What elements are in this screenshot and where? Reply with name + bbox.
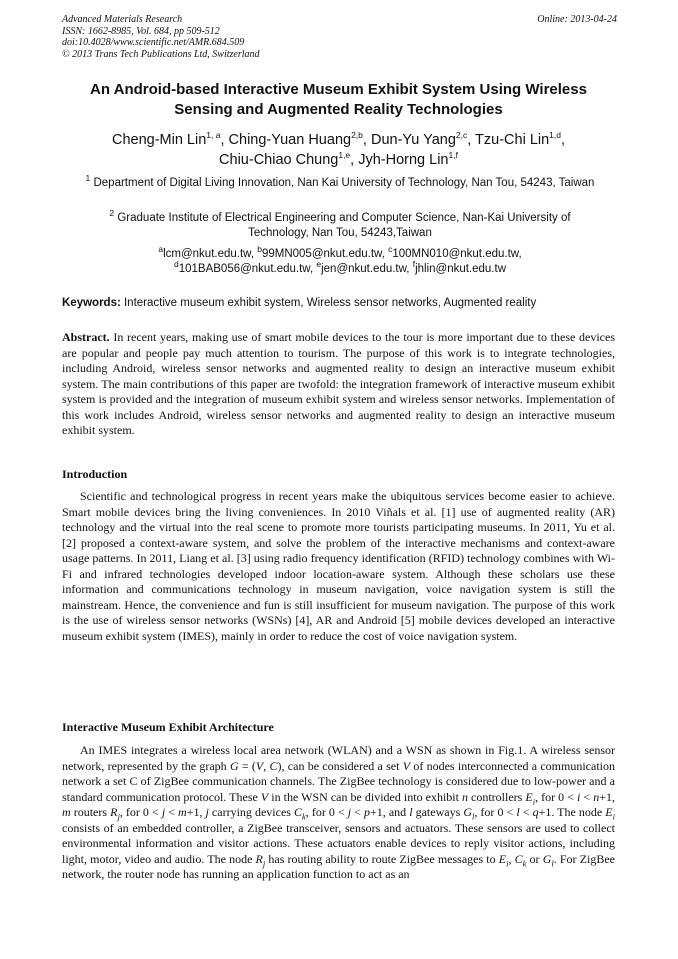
- architecture-text-segment: m: [62, 805, 71, 819]
- architecture-text-segment: C: [269, 758, 278, 773]
- journal-header: [62, 14, 617, 60]
- architecture-text-segment: i: [532, 795, 536, 806]
- architecture-text-segment: l: [471, 811, 475, 822]
- email-c: 100MN010@nkut.edu.tw,: [392, 248, 522, 260]
- author-list: [62, 130, 615, 170]
- architecture-text-segment: <: [580, 789, 594, 804]
- affiliation-1: $^1$ Department of Digital Living Innovation, Nan Kai University of Technology, Nan Tou, 54243, Taiwan: [85, 173, 595, 189]
- architecture-text-segment: , for 0 <: [119, 805, 162, 819]
- author-6: Jyh-Horng Lin$^{1,f}$: [358, 150, 458, 168]
- architecture-text-segment: routers: [70, 805, 111, 819]
- architecture-text-segment: +1,: [599, 789, 615, 804]
- issn-line: ISSN: 1662-8985, Vol. 684, pp 509-512: [62, 25, 220, 37]
- author-3: Dun-Yu Yang$^{2,c}$,: [370, 130, 476, 148]
- architecture-text-segment: V: [402, 758, 411, 773]
- abstract-label: Abstract.: [62, 330, 110, 344]
- architecture-text-segment: gateways: [412, 805, 464, 819]
- architecture-text-segment: j: [262, 857, 266, 868]
- architecture-text-segment: l: [516, 805, 520, 819]
- email-b: 99MN005@nkut.edu.tw,: [261, 248, 389, 260]
- architecture-text-segment: = (: [238, 758, 256, 773]
- online-date: Online: 2013-04-24: [537, 14, 617, 25]
- architecture-text-segment: . For ZigBee network, the router node has running an application function to act as an: [62, 851, 615, 881]
- architecture-text-segment: k: [522, 857, 527, 868]
- architecture-text-segment: +1, and: [370, 805, 410, 819]
- journal-name: Advanced Materials Research: [62, 14, 183, 25]
- architecture-text-segment: l: [551, 857, 554, 868]
- architecture-text-segment: E: [525, 789, 533, 804]
- architecture-text-segment: E: [605, 805, 613, 819]
- architecture-text-segment: n: [593, 789, 600, 804]
- author-1: Cheng-Min Lin$^{1, a}$,: [111, 130, 229, 148]
- author-5: Chiu-Chiao Chung$^{1,e}$,: [219, 150, 359, 168]
- architecture-text-segment: i: [612, 811, 615, 822]
- copyright-line: © 2013 Trans Tech Publications Ltd, Switzerland: [62, 48, 260, 60]
- architecture-text-segment: q: [532, 805, 539, 819]
- author-emails: $^a$lcm@nkut.edu.tw, $^b$99MN005@nkut.edu.tw, $^c$100MN010@nkut.edu.tw, $^d$101BAB056@nkut.edu.tw, $^e$jen@nkut.edu.tw, $^f$jhlin@nkut.edu.tw: [158, 244, 522, 275]
- architecture-text-segment: R: [110, 805, 118, 819]
- architecture-text-segment: , for 0 <: [474, 805, 517, 819]
- architecture-text-segment: i: [506, 857, 509, 868]
- architecture-text-segment: m: [178, 805, 187, 819]
- architecture-text-segment: <: [519, 805, 533, 819]
- architecture-text-segment: C: [294, 805, 303, 819]
- architecture-text-segment: j: [117, 811, 120, 822]
- architecture-text-segment: has routing ability to route ZigBee messages to: [265, 851, 499, 866]
- email-d: 101BAB056@nkut.edu.tw,: [178, 263, 317, 275]
- affiliation-2: $^2$ Graduate Institute of Electrical Engineering and Computer Science, Nan-Kai University of Technology, Nan Tou, 54243,Taiwan: [109, 208, 571, 239]
- keywords-text: Interactive museum exhibit system, Wireless sensor networks, Augmented reality: [120, 297, 537, 309]
- keywords: [62, 296, 622, 311]
- architecture-heading: Interactive Museum Exhibit Architecture: [62, 720, 274, 734]
- architecture-text-segment: l: [409, 805, 413, 819]
- architecture-text-segment: ,: [263, 758, 270, 773]
- architecture-text-segment: ), can be considered a set: [277, 758, 403, 773]
- architecture-text-segment: in the WSN can be divided into exhibit: [268, 789, 462, 804]
- architecture-text-segment: of nodes interconnected a communication network a set C of ZigBee communication channels. The ZigBee technology is considered due to low-power and a standard communication protocol. These: [62, 758, 615, 804]
- keywords-label: Keywords:: [62, 297, 121, 309]
- architecture-text-segment: i: [577, 789, 581, 804]
- architecture-text-segment: V: [255, 758, 264, 773]
- email-a: lcm@nkut.edu.tw,: [163, 248, 258, 260]
- architecture-text-segment: controllers: [467, 789, 526, 804]
- email-e: jen@nkut.edu.tw,: [321, 263, 413, 275]
- architecture-text-segment: , for 0 <: [535, 789, 578, 804]
- architecture-text-segment: <: [351, 805, 364, 819]
- architecture-text-segment: k: [302, 811, 306, 822]
- paper-title: An Android-based Interactive Museum Exhibit System Using Wireless Sensing and Augmented Reality Technologies: [90, 81, 587, 118]
- architecture-text-segment: j: [161, 805, 166, 819]
- architecture-text-segment: ,: [508, 851, 515, 866]
- architecture-text-segment: R: [255, 851, 263, 866]
- architecture-text-segment: G: [463, 805, 472, 819]
- architecture-text-segment: +1,: [186, 805, 206, 819]
- architecture-text-segment: +1. The node: [538, 805, 606, 819]
- architecture-text-segment: V: [260, 789, 269, 804]
- author-2: Ching-Yuan Huang$^{2,b}$,: [228, 130, 371, 148]
- architecture-text-segment: or: [526, 851, 543, 866]
- architecture-text-segment: carrying devices: [208, 805, 294, 819]
- architecture-paragraph: [62, 743, 615, 883]
- architecture-text-segment: j: [205, 805, 209, 819]
- architecture-text-segment: An IMES integrates a wireless local area network (WLAN) and a WSN as shown in Fig.1. A wireless sensor network, represented by the graph: [62, 743, 615, 773]
- architecture-text-segment: E: [498, 851, 507, 866]
- architecture-text-segment: <: [165, 805, 179, 819]
- architecture-text-segment: n: [461, 789, 468, 804]
- introduction-heading: Introduction: [62, 467, 128, 481]
- introduction-paragraph: Scientific and technological progress in recent years make the ubiquitous services become easier to achieve. Smart mobile devices bring the living conveniences. In 2010 Viñals et al. [1] use of augmented reality (AR) technology and the virtual into the real scene to promote more tourists participating museums. In 2011, Yu et al. [2] proposed a context-aware system, and solve the problem of the interactive mechanisms and context-aware usage patterns. In 2011, Liang et al. [3] using radio frequency identification (RFID) technology combines with Wi-Fi and infrared technologies developed indoor location-aware system. Although these scholars use these information and communications technology in museum navigation, voice navigation system is still the mainstream. Hence, the convenience and fun is still insufficient for museum navigation. The purpose of this work is the use of wireless sensor networks (WSNs) [4], AR and Android [5] mobile devices developed an interactive museum exhibit system (IMES), mainly in order to reduce the cost of voice navigation system.: [62, 489, 615, 643]
- doi-line: doi:10.4028/www.scientific.net/AMR.684.509: [62, 37, 245, 48]
- architecture-text-segment: C: [514, 851, 523, 866]
- email-f: jhlin@nkut.edu.tw: [415, 263, 507, 275]
- architecture-text-segment: j: [347, 805, 352, 819]
- architecture-text-segment: , for 0 <: [305, 805, 348, 819]
- abstract-text: In recent years, making use of smart mobile devices to the tour is more important due to these devices are popular and people pay much attention to tourism. The purpose of this work is to integrate technologies, including Android, wireless sensor networks and augmented reality to design an interactive museum exhibit system. The main contributions of this paper are twofold: the integration framework of interactive museum exhibit system is provided and the integration of museum exhibit system and wireless sensor networks. Implementation of this work includes Android, wireless sensor networks and augmented reality to design an interactive museum exhibit system.: [62, 330, 615, 437]
- architecture-text-segment: consists of an embedded controller, a ZigBee transceiver, sensors and actuators. These sensors are used to collect environmental information and visitor actions. These actuators enable devices to reply visitor actions, including light, motor, video and audio. The node: [62, 820, 615, 866]
- architecture-text-segment: G: [229, 758, 239, 773]
- architecture-text-segment: G: [542, 851, 552, 866]
- architecture-text-segment: p: [364, 805, 370, 819]
- abstract: [62, 330, 615, 439]
- author-4: Tzu-Chi Lin$^{1,d}$,: [475, 130, 566, 148]
